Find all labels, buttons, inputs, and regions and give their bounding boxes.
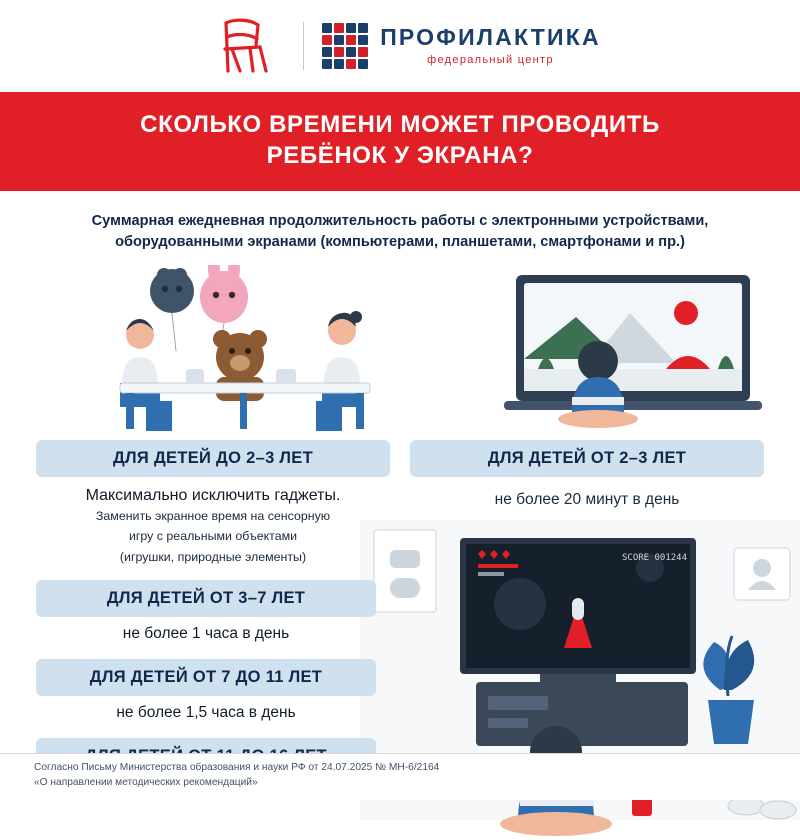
subtitle-line-2: оборудованными экранами (компьютерами, планшетами, смартфонами и пр.) bbox=[115, 234, 685, 251]
footer bbox=[0, 753, 800, 800]
group-value-main-0: Максимально исключить гаджеты. bbox=[85, 486, 341, 504]
children-at-table-illustration bbox=[90, 265, 390, 440]
brand-name: ПРОФИЛАКТИКА bbox=[380, 24, 601, 50]
svg-text:SCORE 001244: SCORE 001244 bbox=[622, 552, 688, 563]
illustration-row bbox=[0, 265, 800, 440]
group-1 bbox=[410, 440, 764, 509]
group-value-note2-0: игру с реальными объектами bbox=[128, 529, 298, 544]
brand-lockup bbox=[322, 23, 601, 69]
group-2 bbox=[36, 580, 376, 653]
title-line-2: РЕБЁНОК У ЭКРАНА? bbox=[266, 141, 534, 169]
group-0 bbox=[36, 440, 390, 566]
page-title bbox=[0, 92, 800, 191]
pixel-grid-icon bbox=[322, 23, 368, 69]
group-label-0: ДЛЯ ДЕТЕЙ ДО 2–3 ЛЕТ bbox=[36, 440, 390, 477]
group-value-0 bbox=[36, 487, 390, 566]
group-value-note3-0: (игрушки, природные элементы) bbox=[119, 549, 307, 564]
group-label-1: ДЛЯ ДЕТЕЙ ОТ 2–3 ЛЕТ bbox=[410, 440, 764, 477]
group-label-3: ДЛЯ ДЕТЕЙ ОТ 7 ДО 11 ЛЕТ bbox=[36, 659, 376, 696]
subtitle-line-1: Суммарная ежедневная продолжительность работы с электронными устройствами, bbox=[91, 213, 709, 230]
child-watching-laptop-illustration bbox=[480, 273, 770, 438]
header bbox=[0, 0, 800, 92]
chair-icon bbox=[199, 15, 285, 77]
group-3 bbox=[36, 659, 376, 732]
group-value-1: не более 20 минут в день bbox=[494, 490, 680, 508]
group-value-2: не более 1 часа в день bbox=[122, 624, 290, 642]
footer-line-2: «О направлении методических рекомендаций» bbox=[34, 777, 258, 789]
group-value-3: не более 1,5 часа в день bbox=[116, 703, 296, 721]
brand-subtitle: федеральный центр bbox=[427, 54, 554, 66]
subtitle bbox=[0, 191, 800, 260]
title-line-1: СКОЛЬКО ВРЕМЕНИ МОЖЕТ ПРОВОДИТЬ bbox=[140, 111, 660, 138]
group-value-note1-0: Заменить экранное время на сенсорную bbox=[95, 508, 331, 523]
logo-divider bbox=[303, 22, 304, 70]
group-label-2: ДЛЯ ДЕТЕЙ ОТ 3–7 ЛЕТ bbox=[36, 580, 376, 617]
footer-line-1: Согласно Письму Министерства образования и науки РФ от 24.07.2025 № МН-6/2164 bbox=[34, 762, 440, 774]
